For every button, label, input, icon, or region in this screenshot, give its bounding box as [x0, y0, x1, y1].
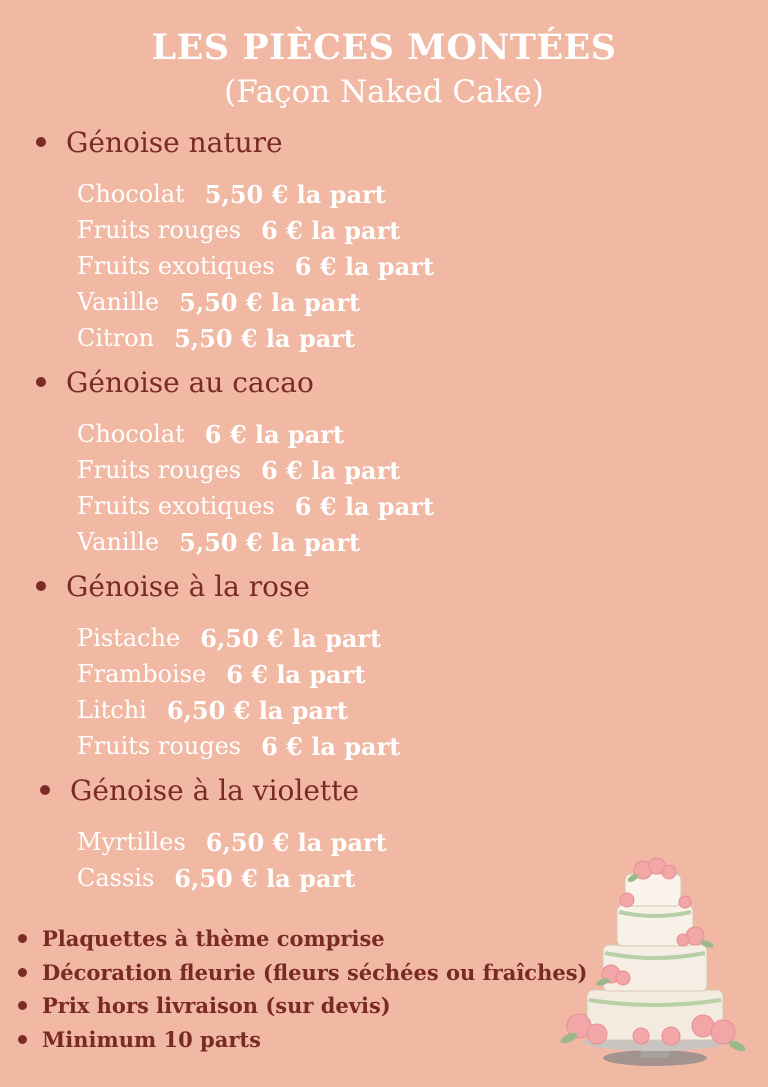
list-item [18, 1023, 587, 1057]
flavor-price: 5,50 € la part [204, 179, 386, 209]
flavor-name: Framboise [77, 660, 207, 688]
section-name: Génoise au cacao [66, 365, 314, 399]
flavor-name: Vanille [77, 288, 160, 316]
flavor-list [77, 824, 387, 896]
flavor-list [77, 176, 434, 356]
notes-list [18, 922, 587, 1056]
list-item [77, 620, 400, 656]
list-item [77, 416, 434, 452]
list-item [77, 824, 387, 860]
flavor-price: 6 € la part [226, 659, 366, 689]
section-genoise-nature [36, 122, 434, 356]
list-item [77, 656, 400, 692]
page-subtitle: (Façon Naked Cake) [224, 74, 544, 110]
list-item [18, 989, 587, 1023]
bullet-icon [36, 581, 46, 591]
section-genoise-cacao [36, 362, 434, 560]
flavor-price: 6 € la part [261, 215, 401, 245]
list-item [77, 728, 400, 764]
flavor-price: 6 € la part [204, 419, 344, 449]
section-heading [40, 770, 387, 810]
note-text: Plaquettes à thème comprise [42, 926, 385, 952]
flavor-name: Chocolat [77, 420, 185, 448]
flavor-price: 5,50 € la part [179, 527, 361, 557]
note-text: Décoration fleurie (fleurs séchées ou fraîches) [42, 959, 588, 985]
list-item [77, 524, 434, 560]
section-genoise-violette [40, 770, 387, 896]
flavor-price: 6,50 € la part [200, 623, 382, 653]
flavor-price: 5,50 € la part [179, 287, 361, 317]
flavor-name: Cassis [77, 864, 155, 892]
section-name: Génoise à la rose [66, 569, 310, 603]
section-genoise-rose [36, 566, 400, 764]
note-text: Minimum 10 parts [42, 1026, 261, 1052]
flavor-list [77, 620, 400, 764]
list-item [77, 284, 434, 320]
flavor-name: Chocolat [77, 180, 185, 208]
flavor-list [77, 416, 434, 560]
list-item [77, 860, 387, 896]
bullet-icon [40, 785, 50, 795]
list-item [77, 692, 400, 728]
flavor-price: 6 € la part [261, 731, 401, 761]
flavor-name: Citron [77, 324, 155, 352]
bullet-icon [36, 377, 46, 387]
section-heading [36, 566, 400, 606]
flavor-price: 5,50 € la part [174, 323, 356, 353]
flavor-name: Fruits rouges [77, 216, 242, 244]
bullet-icon [36, 137, 46, 147]
list-item [77, 212, 434, 248]
flavor-name: Fruits rouges [77, 456, 242, 484]
bullet-icon [18, 934, 27, 943]
flavor-name: Pistache [77, 624, 181, 652]
flavor-price: 6 € la part [261, 455, 401, 485]
section-name: Génoise à la violette [70, 773, 359, 807]
flavor-price: 6 € la part [294, 491, 434, 521]
list-item [77, 488, 434, 524]
flavor-name: Fruits exotiques [77, 252, 275, 280]
flavor-price: 6,50 € la part [166, 695, 348, 725]
list-item [77, 452, 434, 488]
flavor-price: 6 € la part [294, 251, 434, 281]
section-name: Génoise nature [66, 125, 283, 159]
wedding-cake-illustration [545, 850, 755, 1075]
flavor-name: Fruits exotiques [77, 492, 275, 520]
flavor-price: 6,50 € la part [205, 827, 387, 857]
list-item [18, 956, 587, 990]
list-item [77, 320, 434, 356]
note-text: Prix hors livraison (sur devis) [42, 993, 391, 1019]
section-heading [36, 122, 434, 162]
list-item [18, 922, 587, 956]
bullet-icon [18, 1001, 27, 1010]
list-item [77, 176, 434, 212]
bullet-icon [18, 968, 27, 977]
flavor-name: Litchi [77, 696, 147, 724]
flavor-price: 6,50 € la part [174, 863, 356, 893]
bullet-icon [18, 1035, 27, 1044]
list-item [77, 248, 434, 284]
page-title: LES PIÈCES MONTÉES [151, 27, 617, 68]
flavor-name: Vanille [77, 528, 160, 556]
flavor-name: Myrtilles [77, 828, 186, 856]
section-heading [36, 362, 434, 402]
flavor-name: Fruits rouges [77, 732, 242, 760]
